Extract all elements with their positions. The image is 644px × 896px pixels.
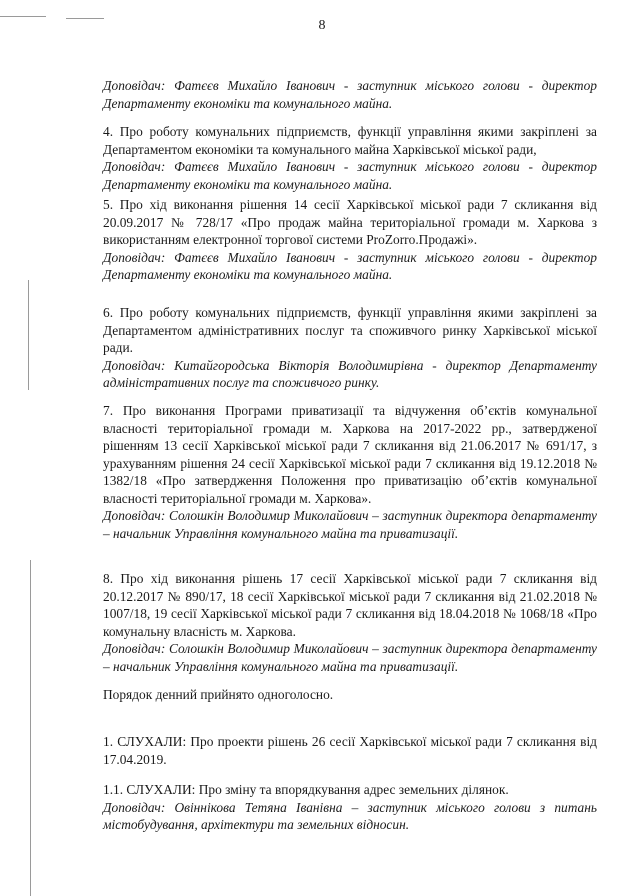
item-text: 8. Про хід виконання рішень 17 сесії Харківської міської ради 7 скликання від 20.12.2017 № 890/17, 18 сесії Харківської міської ради 7 скликання від 21.02.2018 № 1007/18, 19 сесії Харківської міської ради 7 скликання від 18.04.2018 № 1068/18 «Про комунальну власність м. Харкова. — [103, 571, 597, 639]
heard-item-1 — [103, 733, 597, 768]
speaker-line: Доповідач: Овіннікова Тетяна Іванівна – заступник міського голови з питань містобудування, архітектури та земельних відносин. — [103, 799, 597, 832]
agenda-item-5 — [103, 196, 597, 284]
item-text: 4. Про роботу комунальних підприємств, функції управління якими закріплені за Департаментом економіки та комунального майна Харківської міської ради, — [103, 124, 597, 157]
speaker-line: Доповідач: Китайгородська Вікторія Володимирівна - директор Департаменту адміністративних послуг та споживчого ринку. — [103, 357, 597, 390]
heard-text: 1.1. СЛУХАЛИ: Про зміну та впорядкування адрес земельних ділянок. — [103, 782, 509, 797]
page-number: 8 — [318, 18, 326, 33]
speaker-line: Доповідач: Солошкін Володимир Миколайович – заступник директора департаменту – начальник Управління комунального майна та приватизації. — [103, 508, 597, 541]
agenda-item-6 — [103, 304, 597, 392]
speaker-line: Доповідач: Фатєєв Михайло Іванович - заступник міського голови - директор Департаменту економіки та комунального майна. — [103, 159, 597, 192]
item-text: 6. Про роботу комунальних підприємств, функції управління якими закріплені за Департаментом адміністративних послуг та споживчого ринку Харківської міської ради. — [103, 305, 597, 355]
agenda-approved — [103, 686, 597, 704]
agenda-item-speaker — [103, 77, 597, 112]
scan-margin-line — [28, 280, 29, 390]
item-text: 5. Про хід виконання рішення 14 сесії Харківської міської ради 7 скликання від 20.09.2017 № 728/17 «Про продаж майна територіальної громади м. Харкова з використанням електронної торгової системи ProZorro.Продажі». — [103, 197, 597, 247]
scan-edge-mark — [0, 16, 46, 17]
agenda-item-8 — [103, 570, 597, 675]
agenda-item-4 — [103, 123, 597, 193]
heard-text: 1. СЛУХАЛИ: Про проекти рішень 26 сесії Харківської міської ради 7 скликання від 17.04.2019. — [103, 734, 597, 767]
speaker-line: Доповідач: Солошкін Володимир Миколайович – заступник директора департаменту – начальник Управління комунального майна та приватизації. — [103, 641, 597, 674]
heard-item-1-1 — [103, 781, 597, 834]
speaker-line: Доповідач: Фатєєв Михайло Іванович - заступник міського голови - директор Департаменту економіки та комунального майна. — [103, 249, 597, 282]
agenda-item-7 — [103, 402, 597, 542]
approval-line: Порядок денний прийнято одноголосно. — [103, 687, 334, 702]
speaker-line: Доповідач: Фатєєв Михайло Іванович - заступник міського голови - директор Департаменту економіки та комунального майна. — [103, 78, 597, 111]
scan-margin-line — [30, 560, 31, 896]
item-text: 7. Про виконання Програми приватизації та відчуження об’єктів комунальної власності територіальної громади м. Харкова на 2017-2022 рр., затвердженої рішенням 13 сесії Харківської міської ради 7 скликання від 21.06.2017 № 691/17, з урахуванням рішення 24 сесії Харківської міської ради 7 скликання від 19.12.2018 № 1382/18 «Про затвердження Положення про приватизацію об’єктів комунальної власності територіальної громади м. Харкова». — [103, 403, 597, 506]
